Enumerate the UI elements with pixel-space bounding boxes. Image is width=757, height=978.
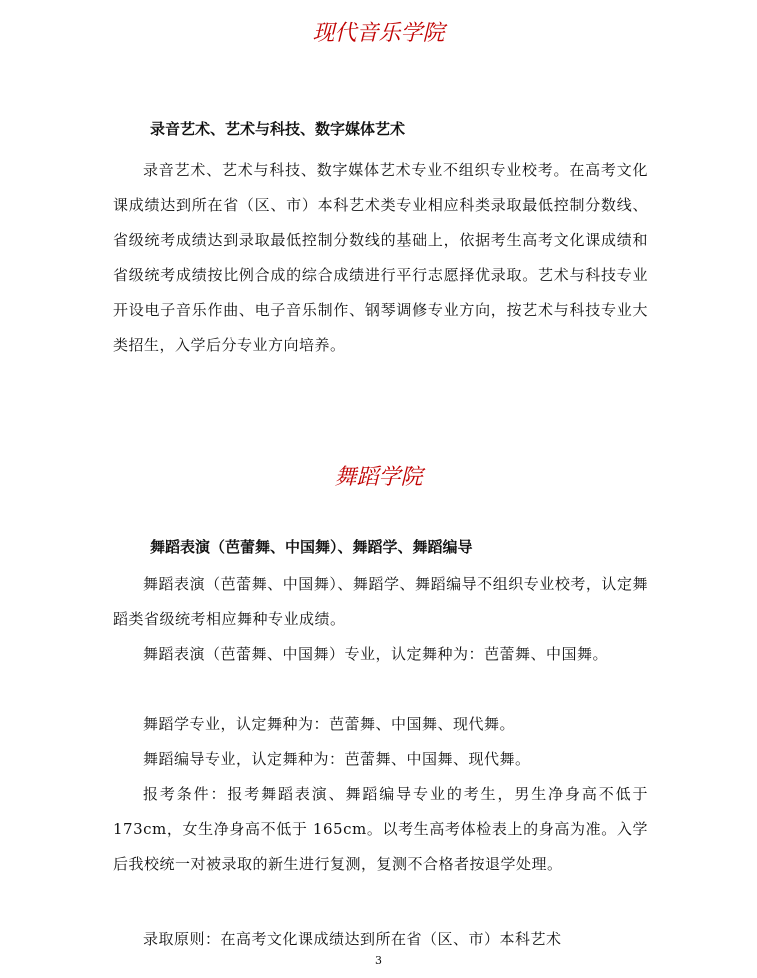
paragraph-dance-requirements: 报考条件：报考舞蹈表演、舞蹈编导专业的考生，男生净身高不低于 173cm，女生净身高不低于 165cm。以考生高考体检表上的身高为准。入学后我校统一对被录取的新生进行复测，复测不合格者按退学处理。 (113, 785, 648, 873)
paragraph-dance-studies: 舞蹈学专业，认定舞种为：芭蕾舞、中国舞、现代舞。 (143, 715, 516, 733)
section-title-modern-music: 现代音乐学院 (312, 21, 445, 46)
section-title-dance: 舞蹈学院 (334, 465, 423, 490)
paragraph-dance-performance: 舞蹈表演（芭蕾舞、中国舞）专业，认定舞种为：芭蕾舞、中国舞。 (143, 645, 609, 663)
paragraph-dance-choreography: 舞蹈编导专业，认定舞种为：芭蕾舞、中国舞、现代舞。 (143, 750, 531, 768)
page-number: 3 (375, 954, 382, 967)
paragraph-dance-admission: 录取原则：在高考文化课成绩达到所在省（区、市）本科艺术 (143, 930, 562, 948)
section-heading-dance-majors: 舞蹈表演（芭蕾舞、中国舞）、舞蹈学、舞蹈编导 (150, 538, 473, 556)
section-heading-recording-arts: 录音艺术、艺术与科技、数字媒体艺术 (150, 120, 406, 138)
paragraph-recording-arts: 录音艺术、艺术与科技、数字媒体艺术专业不组织专业校考。在高考文化课成绩达到所在省（区、市）本科艺术类专业相应科类录取最低控制分数线、省级统考成绩达到录取最低控制分数线的基础上，依据考生高考文化课成绩和省级统考成绩按比例合成的综合成绩进行平行志愿择优录取。艺术与科技专业开设电子音乐作曲、电子音乐制作、钢琴调修专业方向，按艺术与科技专业大类招生，入学后分专业方向培养。 (113, 161, 648, 354)
paragraph-dance-intro: 舞蹈表演（芭蕾舞、中国舞）、舞蹈学、舞蹈编导不组织专业校考，认定舞蹈类省级统考相应舞种专业成绩。 (113, 575, 648, 628)
